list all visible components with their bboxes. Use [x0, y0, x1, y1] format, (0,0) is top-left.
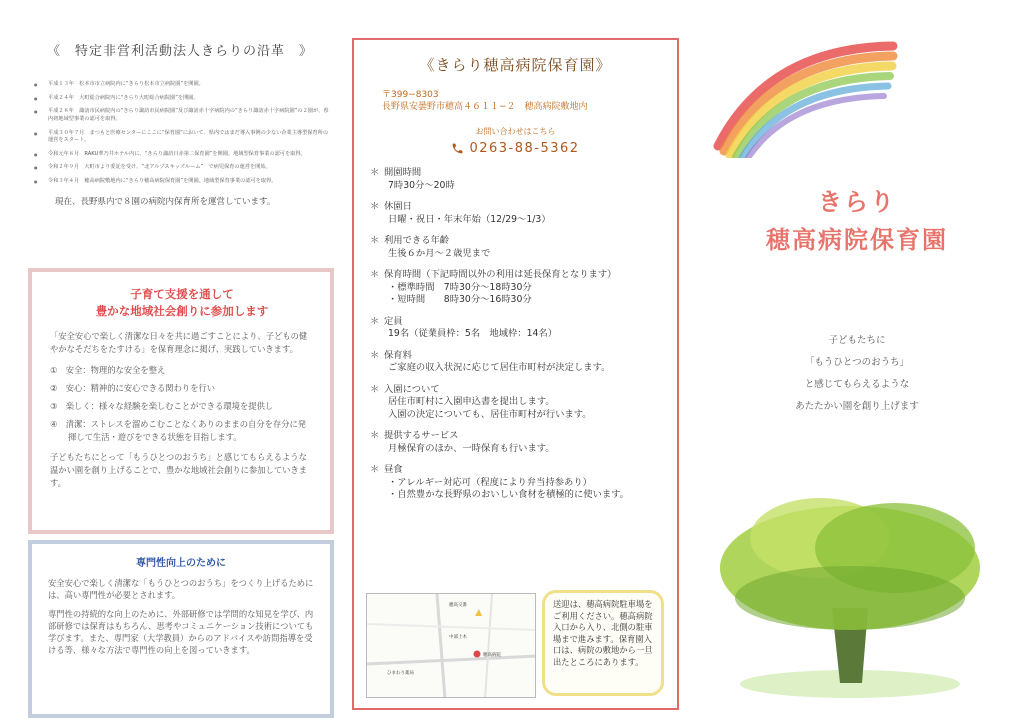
bullet-star: ＊ [370, 269, 380, 280]
nursery-title: 《きらり穂高病院保育園》 [419, 56, 612, 74]
history-item: ● 平成２４年 大町総合病院内に“きらり大町総合病院園”を開園。 [30, 95, 330, 102]
nursery-info-panel [352, 38, 679, 710]
history-section [30, 40, 330, 207]
history-item: ● 平成１３年 松本市市立病院内に“きらり松本市立病院園”を開園。 [30, 81, 330, 88]
phone-icon [451, 142, 464, 155]
cover-message-line: 「もうひとつのおうち」 [804, 357, 910, 368]
info-section-capacity [368, 316, 663, 341]
section-line: 7時30分〜20時 [388, 179, 455, 191]
section-line: 入園の決定についても、居住市町村が行います。 [388, 408, 592, 420]
tree-illustration [700, 488, 1000, 708]
rainbow-illustration [708, 38, 898, 158]
care-policy-item: ② 安心：精神的に安心できる関わりを行い [50, 383, 216, 393]
professionalism-title: 専門性向上のために [136, 558, 226, 569]
info-section-age [368, 235, 663, 260]
bullet-star: ＊ [370, 235, 380, 246]
section-label: 定員 [384, 315, 403, 327]
section-label: 入園について [384, 383, 440, 395]
section-line: 日曜・祝日・年末年始（12/29〜1/3） [388, 213, 551, 225]
cover-panel [690, 0, 1024, 724]
cover-title-line-1: きらり [818, 188, 896, 216]
parking-note: 送迎は、穂高病院駐車場をご利用ください。穂高病院入口から入り、北側の駐車場まで進みます。保育園入口は、病院の敷地から一旦出たところにあります。 [542, 590, 664, 696]
history-item: ● 令和２年９月 大町市より委託を受け、“北アルプスキッズルーム” で病児保育の運営を開始。 [30, 164, 330, 171]
access-map[interactable] [366, 593, 536, 698]
section-line: 月極保育のほか、一時保育も行います。 [388, 442, 555, 454]
care-policy-item: ③ 楽しく：様々な経験を楽しむことができる環境を提供し [50, 401, 274, 411]
section-line: 19名（従業員枠：5名 地域枠：14名） [388, 328, 558, 339]
phone-number[interactable]: 0263-88-5362 [469, 141, 580, 156]
section-label: 開園時間 [384, 167, 422, 178]
history-title: 《 特定非営利活動法人きらりの沿革 》 [46, 44, 313, 59]
address: 長野県安曇野市穂高４６１１−２ 穂高病院敷地内 [382, 102, 588, 112]
section-line: ・アレルギー対応可（程度により弁当持参あり） [388, 476, 592, 488]
section-line: 居住市町村に入園申込書を提出します。 [388, 396, 555, 407]
care-policy-item: ④ 清潔：ストレスを溜めこむことなくありのままの自分を存分に発揮して生活・遊びをできる状態を目指します。 [50, 419, 307, 442]
cover-message [690, 330, 1024, 418]
professionalism-paragraph-1: 安全安心で楽しく清潔な「もうひとつのおうち」をつくり上げるためには、高い専門性が必要とされます。 [48, 578, 314, 600]
cover-title-line-2: 穂高病院保育園 [766, 226, 948, 254]
history-item: ● 平成２８年 諏訪市民病院内の“きらり諏訪市民病院園”及び諏訪赤十字病院内の“きらり諏訪赤十字病院園”の２園が、県内初地域型事業の認可を取得。 [30, 108, 330, 123]
childcare-support-box [28, 268, 334, 534]
professionalism-paragraph-2: 専門性の持続的な向上のために、外部研修では学問的な知見を学び、内部研修では保育はもちろん、思考やコミュニケーション技術についても学びます。また、専門家（大学教員）からのアドバイスや訪問指導を受ける等、様々な方法で専門性の向上を図っていきます。 [48, 609, 314, 655]
bullet-star: ＊ [370, 430, 380, 441]
care-heading-2: 豊かな地域社会創りに参加します [95, 304, 269, 318]
cover-message-line: あたたかい園を創り上げます [795, 401, 919, 412]
section-label: 利用できる年齢 [384, 235, 450, 246]
care-intro: 「安全安心で楽しく清潔な日々を共に過ごすことにより、子どもの健やかなそだちをたすける」を保育理念に掲げ、実践していきます。 [50, 331, 308, 354]
cover-message-line: と感じてもらえるような [804, 379, 910, 390]
bullet-star: ＊ [370, 201, 380, 212]
bullet-star: ＊ [370, 349, 380, 361]
map-label: 穂高交番 [449, 603, 467, 608]
info-section-care-time [368, 269, 663, 307]
bullet-star: ＊ [370, 315, 380, 327]
section-label: 保育時間（下記時間以外の利用は延長保育となります） [384, 269, 617, 280]
section-label: 昼食 [384, 464, 403, 475]
info-section-admission [368, 384, 663, 422]
info-section-hours [368, 167, 663, 192]
info-section-fee [368, 350, 663, 375]
professionalism-box [28, 540, 334, 718]
care-policy-item: ① 安全：物理的な安全を整え [50, 365, 166, 375]
history-item: ● 令和３年４月 穂高病院敷地内に“きらり穂高病院保育園”を開園。地域型保育事業の認可を取得。 [30, 178, 330, 185]
bullet-star: ＊ [370, 464, 380, 475]
phone-row [368, 141, 663, 156]
section-label: 提供するサービス [384, 430, 459, 441]
inquiry-label: お問い合わせはこちら [475, 127, 556, 136]
section-line: ・短時間 8時30分〜16時30分 [388, 294, 532, 305]
map-roads [367, 594, 536, 698]
map-label: ひまわり薬局 [387, 671, 414, 676]
section-line: ・標準時間 7時30分〜18時30分 [388, 281, 532, 293]
care-heading-1: 子育て支援を通して [130, 287, 234, 301]
care-policy-list [50, 364, 314, 444]
care-closing: 子どもたちにとって「もうひとつのおうち」と感じてもらえるような温かい園を創り上げることで、豊かな地域社会創りに参加していきます。 [50, 452, 308, 488]
info-sections [368, 167, 663, 502]
cover-message-line: 子どもたちに [828, 335, 886, 346]
info-section-services [368, 430, 663, 455]
info-section-holidays [368, 201, 663, 226]
bullet-star: ＊ [370, 383, 380, 395]
bullet-star: ＊ [370, 167, 380, 178]
section-line: 生後６か月〜２歳児まで [388, 247, 491, 259]
history-summary: 現在、長野県内で８園の病院内保育所を運営しています。 [55, 197, 276, 208]
section-label: 休園日 [384, 201, 412, 212]
map-label: 中部土木 [449, 635, 467, 640]
history-list [30, 81, 330, 185]
section-label: 保育料 [384, 349, 412, 361]
map-label: 穂高病院 [483, 653, 501, 658]
section-line: ご家庭の収入状況に応じて居住市町村が決定します。 [388, 362, 611, 373]
postal-code: 〒399−8303 [382, 90, 439, 100]
history-item: ● 令和元年８月 RAKU華乃井ホテル内に、“きらり諏訪日赤第二保育園”を開園。地域型保育事業の認可を取得。 [30, 151, 330, 158]
history-item: ● 平成３０年７月 まつもと医療センターにここに“保育園”において、県内ではまだ導入事例の少ない企業主導型保育所の運営をスタート。 [30, 130, 330, 145]
section-line: ・自然豊かな長野県のおいしい食材を積極的に使います。 [388, 489, 629, 500]
info-section-lunch [368, 464, 663, 502]
